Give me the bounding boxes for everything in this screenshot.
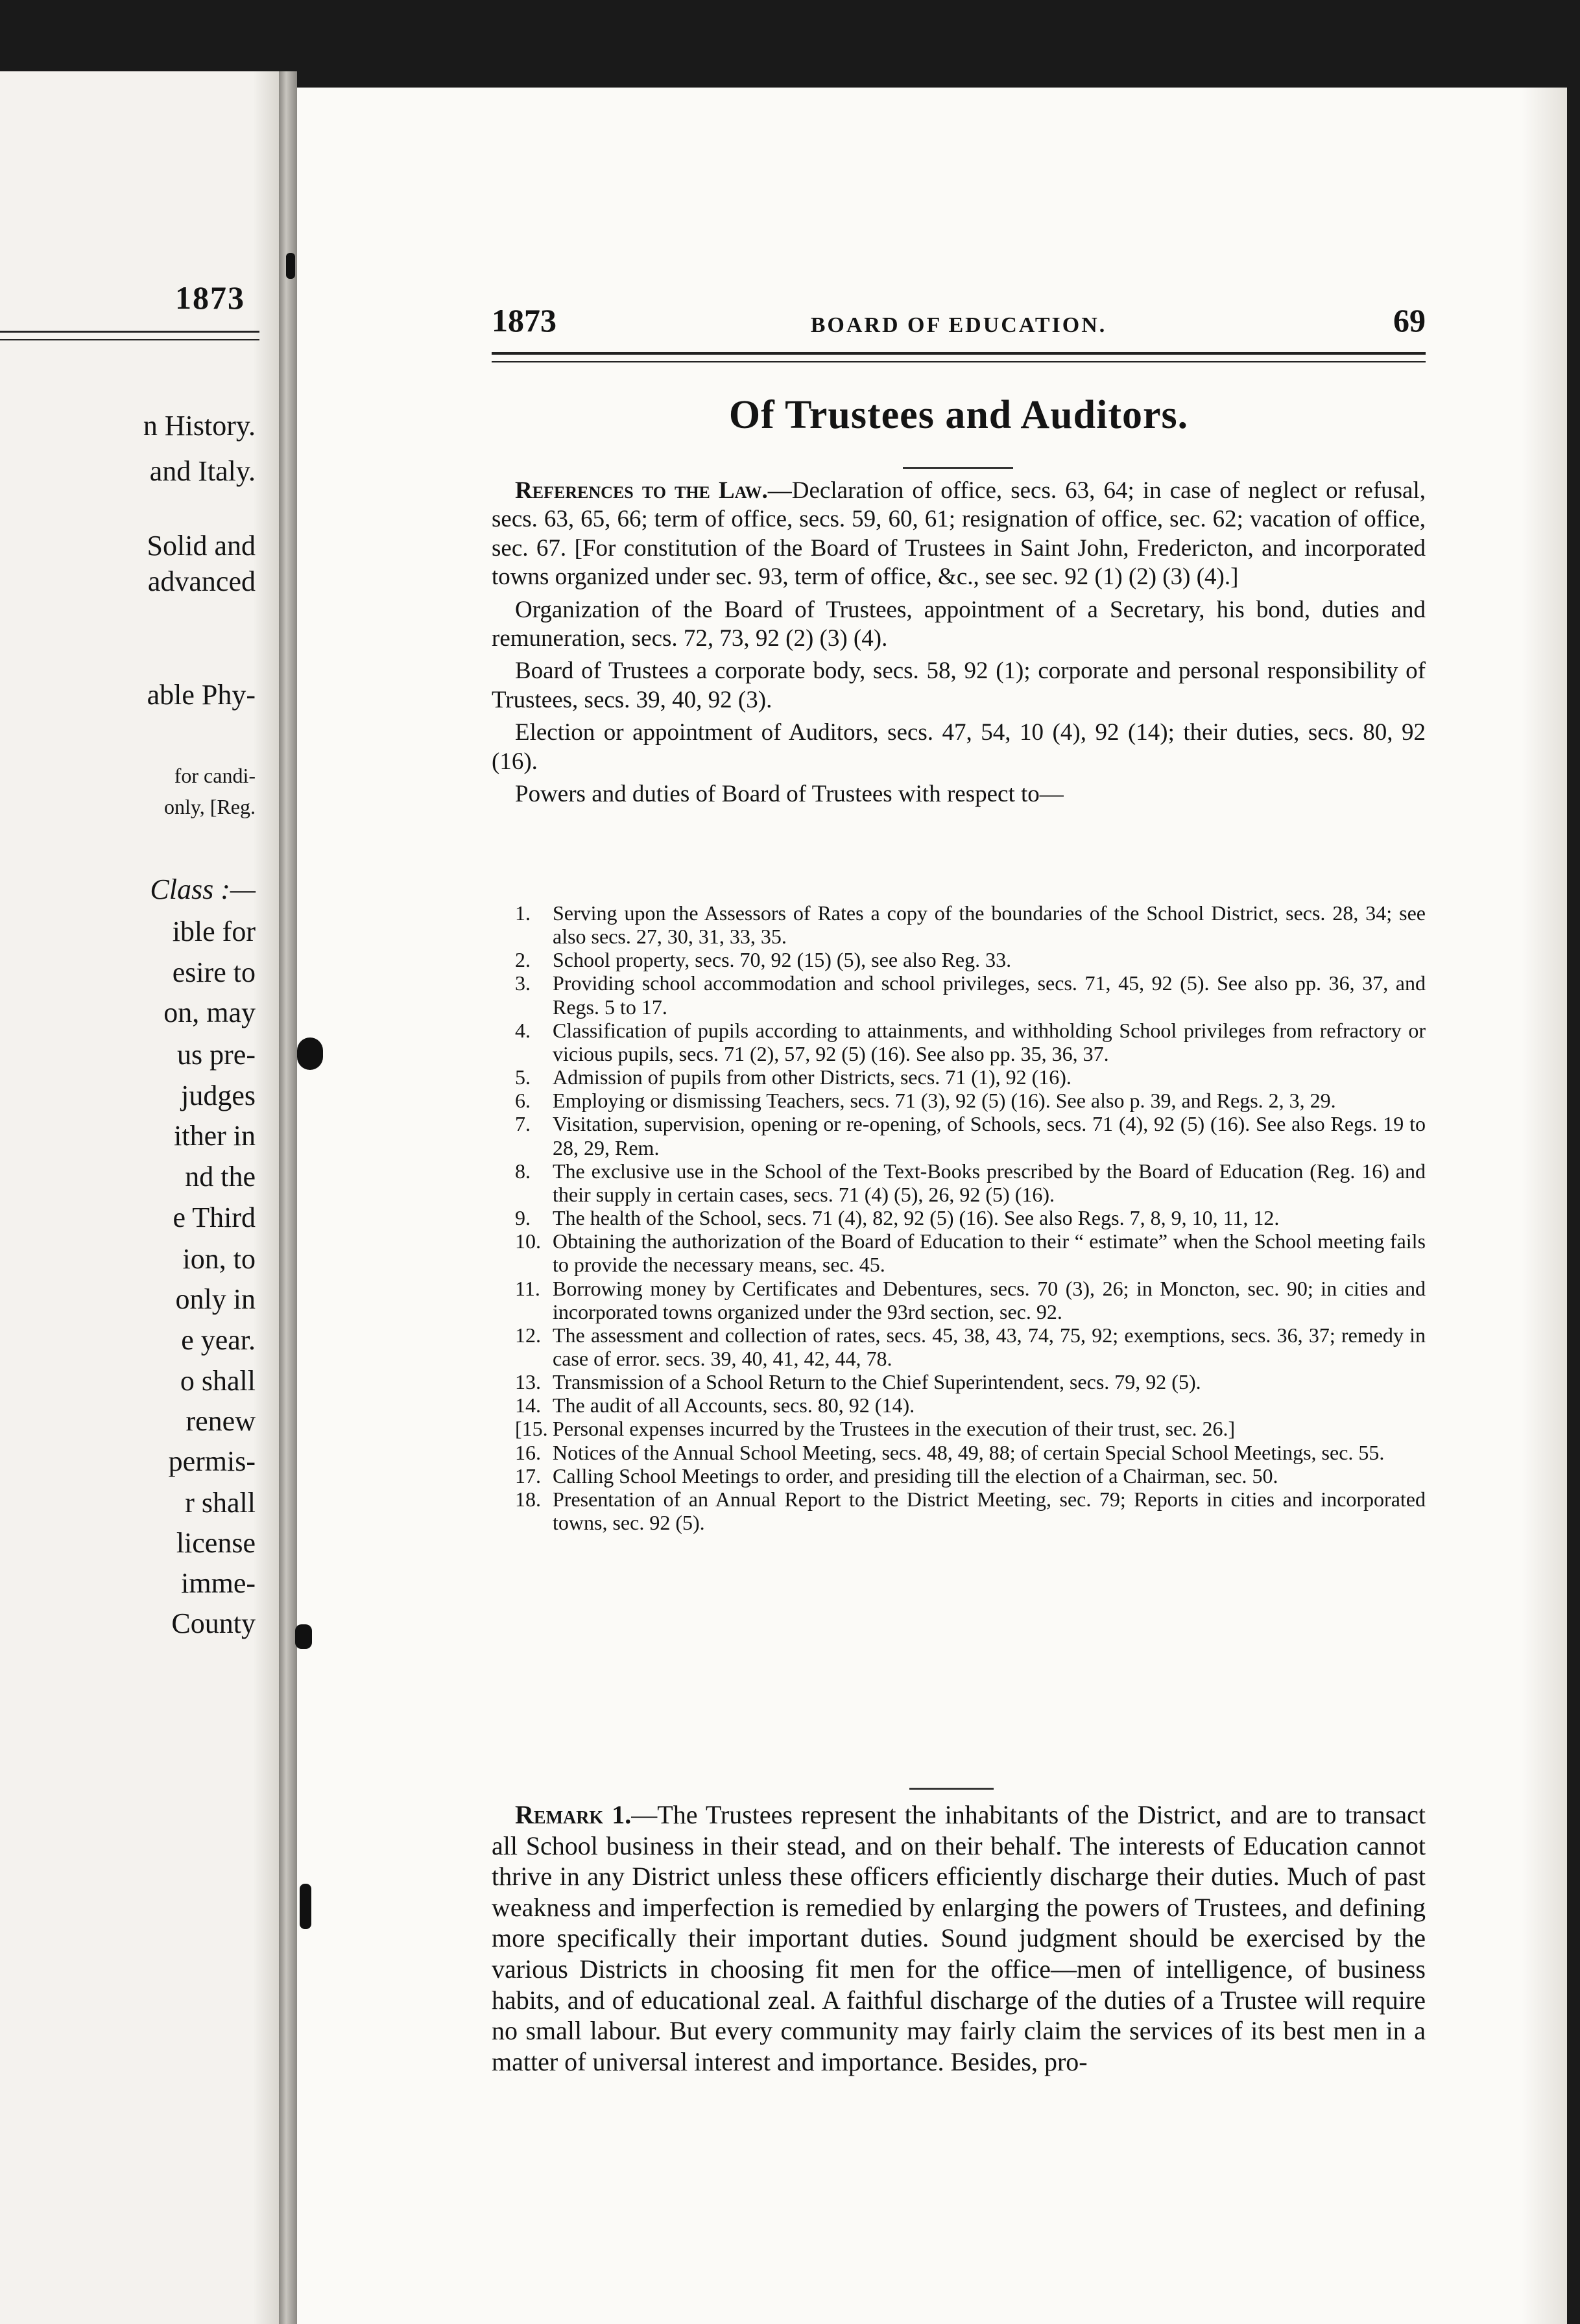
references-paragraph [492,477,1426,592]
duty-number: 1. [515,901,531,925]
left-page-line: and Italy. [149,455,256,487]
left-page-line: n History. [143,410,256,442]
duty-item [492,1393,1426,1417]
duty-text: Notices of the Annual School Meeting, secs. 48, 49, 88; of certain Special School Meetings, sec. 55. [553,1440,1385,1464]
paragraph-powers-intro: Powers and duties of Board of Trustees with respect to— [515,780,1064,807]
remark-divider [909,1788,994,1790]
book-binding [279,71,297,2324]
duty-number: 13. [515,1370,541,1394]
duty-text: Borrowing money by Certificates and Debentures, secs. 70 (3), 26; in Moncton, sec. 90; in cities and incorporated towns organized under the 93rd section, sec. 92. [553,1276,1426,1323]
remark-paragraph [492,1799,1426,2077]
duty-number: 4. [515,1018,531,1042]
duty-number: 16. [515,1440,541,1464]
duty-item [492,1441,1426,1464]
duty-item [492,1417,1426,1440]
duty-number: [15. [515,1417,548,1441]
duty-number: 8. [515,1159,531,1183]
left-page-line: ible for [172,916,256,947]
duty-item [492,1464,1426,1488]
duty-text: Visitation, supervision, opening or re-opening, of Schools, secs. 71 (4), 92 (5) (16). See also Regs. 19 to 28, 29, Rem. [553,1112,1426,1159]
remark-label: Remark 1. [515,1800,632,1829]
left-page-year: 1873 [175,279,245,316]
left-page-line: e Third [173,1202,256,1233]
duty-number: 2. [515,948,531,972]
references-section [492,477,1426,812]
left-page-line: judges [181,1080,256,1111]
references-label: References to the Law. [515,477,768,504]
duty-text: School property, secs. 70, 92 (15) (5), see also Reg. 33. [553,948,1012,972]
duty-text: The assessment and collection of rates, secs. 45, 38, 43, 74, 75, 92; exemptions, secs. 36, 37; remedy in case of error. secs. 39, 40, 41, 42, 44, 78. [553,1323,1426,1370]
left-page-line: only, [Reg. [163,795,256,818]
page-number: 69 [1393,302,1426,338]
header-title: BOARD OF EDUCATION. [810,313,1107,337]
duty-item [492,1159,1426,1206]
left-page-line: permis- [168,1445,256,1477]
duty-item [492,1112,1426,1159]
duty-text: Providing school accommodation and school privileges, secs. 71, 45, 92 (5). See also pp. 36, 37, and Regs. 5 to 17. [553,971,1426,1019]
duty-number: 7. [515,1112,531,1136]
duty-text: Classification of pupils according to attainments, and withholding School privileges from refractory or vicious pupils, secs. 71 (2), 57, 92 (5) (16). See also pp. 35, 36, 37. [553,1018,1426,1065]
left-page-line: for candi- [174,764,256,787]
left-page-header-rule [0,331,259,340]
header-rule [492,352,1426,362]
left-page [0,71,279,2324]
page-edge-shadow [1522,88,1567,2324]
duty-number: 11. [515,1276,540,1300]
duty-number: 14. [515,1393,541,1417]
duty-text: The audit of all Accounts, secs. 80, 92 (14). [553,1393,915,1417]
duty-text: Serving upon the Assessors of Rates a copy of the boundaries of the School District, secs. 28, 34; see also secs. 27, 30, 31, 33, 35. [553,901,1426,949]
left-page-line: County [171,1607,256,1639]
left-page-line: ion, to [182,1243,256,1275]
left-page-line: Class :— [150,873,256,905]
left-page-line: e year. [181,1324,256,1356]
duty-text: Transmission of a School Return to the Chief Superintendent, secs. 79, 92 (5). [553,1370,1201,1394]
left-page-line: r shall [185,1487,256,1519]
left-page-line: able Phy- [147,679,256,711]
right-page [297,88,1567,2324]
duty-text: Admission of pupils from other Districts, secs. 71 (1), 92 (16). [553,1065,1071,1089]
left-page-line: Solid and [147,530,256,562]
duty-number: 5. [515,1065,531,1089]
binding-clip-mark [300,1884,311,1929]
duty-item [492,1370,1426,1393]
duty-item [492,1277,1426,1323]
duty-text: The health of the School, secs. 71 (4), 82, 92 (5) (16). See also Regs. 7, 8, 9, 10, 11, 12. [553,1206,1280,1230]
remark-section [492,1799,1426,2077]
heading-divider [903,467,1013,469]
duty-text: Presentation of an Annual Report to the District Meeting, sec. 79; Reports in cities and incorporated towns, sec. 92 (5). [553,1487,1426,1535]
paragraph-corporate-body: Board of Trustees a corporate body, secs. 58, 92 (1); corporate and personal responsibility of Trustees, secs. 39, 40, 92 (3). [492,658,1426,713]
duty-item [492,1206,1426,1229]
left-page-gutter [253,71,279,2324]
duty-number: 18. [515,1487,541,1511]
binding-clip-mark [286,253,295,279]
left-page-line: esire to [172,956,256,988]
left-page-line: on, may [163,997,256,1028]
duties-list [492,901,1426,1534]
left-page-line: us pre- [177,1039,256,1071]
left-page-line: ither in [174,1120,256,1152]
duty-text: Calling School Meetings to order, and presiding till the election of a Chairman, sec. 50. [553,1464,1278,1488]
left-page-line: o shall [180,1365,256,1397]
duty-number: 12. [515,1323,541,1347]
duty-number: 6. [515,1089,531,1113]
duty-number: 17. [515,1464,541,1488]
duty-number: 3. [515,971,531,995]
remark-text: —The Trustees represent the inhabitants of the District, and are to transact all School business in their stead, and on their behalf. The interests of Education cannot thrive in any District unless these officers efficiently discharge their duties. Much of past weakness and imperfection is remedied by enlarging the powers of Trustees, and defining more specifically their important duties. Sound judgment should be exercised by the various Districts in choosing fit men for the office—men of intelligence, of business habits, and of educational zeal. A faithful discharge of the duties of a Trustee will require no small labour. But every community may fairly claim the services of its best men in a matter of universal interest and importance. Besides, pro- [492,1800,1426,2076]
header-year: 1873 [492,302,557,338]
left-page-line: imme- [181,1567,256,1599]
references-text: —Declaration of office, secs. 63, 64; in case of neglect or refusal, secs. 63, 65, 66; term of office, secs. 59, 60, 61; resignation of office, sec. 62; vacation of office, sec. 67. [For constitution of the Board of Trustees in Saint John, Fredericton, and incorporated towns organized under sec. 93, term of office, &c., see sec. 92 (1) (2) (3) (4).] [492,477,1426,591]
duty-item [492,901,1426,948]
left-page-line: only in [175,1283,256,1315]
duty-text: The exclusive use in the School of the Text-Books prescribed by the Board of Education (Reg. 16) and their supply in certain cases, secs. 71 (4) (5), 26, 92 (5) (16). [553,1159,1426,1206]
duty-item [492,948,1426,971]
duty-number: 9. [515,1206,531,1230]
duty-item [492,1488,1426,1534]
paragraph-auditors: Election or appointment of Auditors, secs. 47, 54, 10 (4), 92 (14); their duties, secs. 80, 92 (16). [492,719,1426,775]
left-page-line: nd the [185,1161,256,1192]
duty-item [492,971,1426,1018]
duty-text: Obtaining the authorization of the Board of Education to their “ estimate” when the School meeting fails to provide the necessary means, sec. 45. [553,1229,1426,1277]
binding-clip-mark [297,1038,323,1070]
duty-text: Personal expenses incurred by the Trustees in the execution of their trust, sec. 26.] [553,1417,1236,1441]
section-heading: Of Trustees and Auditors. [728,393,1189,437]
duty-text: Employing or dismissing Teachers, secs. 71 (3), 92 (5) (16). See also p. 39, and Regs. 2, 3, 29. [553,1089,1336,1113]
duty-item [492,1089,1426,1112]
duty-item [492,1323,1426,1370]
left-page-line: advanced [147,565,256,597]
left-page-line: renew [186,1405,256,1437]
duty-item [492,1065,1426,1089]
duty-item [492,1019,1426,1065]
running-header [492,302,1426,347]
duty-number: 10. [515,1229,541,1253]
binding-clip-mark [295,1624,312,1649]
duty-item [492,1229,1426,1276]
paragraph-organization: Organization of the Board of Trustees, appointment of a Secretary, his bond, duties and remuneration, secs. 72, 73, 92 (2) (3) (4). [492,596,1426,652]
left-page-line: license [176,1527,256,1559]
